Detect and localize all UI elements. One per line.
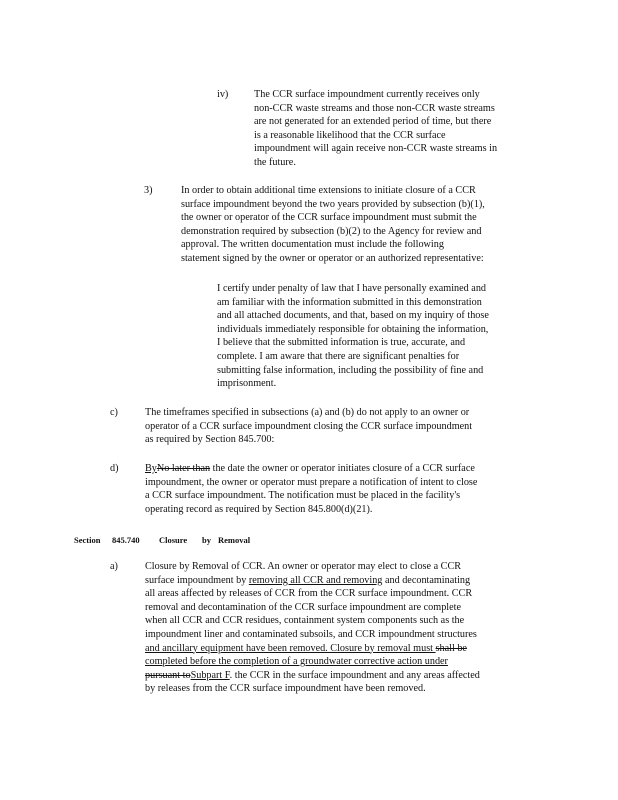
inserted-text-line: completed before the completion of a groundwater corrective action under [145,656,448,668]
text-line: impoundment, the owner or operator must prepare a notification of intent to close [145,476,478,488]
text-line: demonstration required by subsection (b)(2) to the Agency for review and [181,225,482,237]
text-line: operating record as required by Section 845.800(d)(21). [145,503,373,515]
text-line: non-CCR waste streams and those non-CCR waste streams [254,102,495,114]
text-line: I believe that the submitted information is true, accurate, and [217,337,466,349]
list-marker-c: c) [110,407,118,418]
text-line: individuals immediately responsible for obtaining the information, [217,323,489,335]
item-d-text [145,462,537,516]
text-line: impoundment liner and contaminated subsoils, and CCR impoundment structures [145,628,477,640]
text-line: Closure by Removal of CCR. An owner or operator may elect to close a CCR [145,561,462,572]
text-line: all areas affected by releases of CCR from the CCR surface impoundment. CCR [145,588,473,600]
text-run: . the CCR in the surface impoundment and any areas affected [229,669,480,681]
text-line: The CCR surface impoundment currently receives only [254,89,480,100]
text-line: operator of a CCR surface impoundment closing the CCR surface impoundment [145,420,473,432]
inserted-text: removing all CCR and removing [248,574,383,586]
text-line [145,642,537,656]
text-line [145,574,537,588]
text-line [145,462,537,476]
text-line: when all CCR and CCR residues, containment system components such as the [145,615,465,627]
text-line: a CCR surface impoundment. The notification must be placed in the facility's [145,490,461,502]
text-line: imprisonment. [217,378,277,390]
text-line: surface impoundment beyond the two years provided by subsection (b)(1), [181,198,485,210]
deleted-text: shall be [435,642,467,654]
text-line: the owner or operator of the CCR surface impoundment must submit the [181,212,477,224]
text-line: approval. The written documentation must include the following [181,239,444,251]
section-number: 845.740 [112,535,140,545]
text-run: and decontaminating [382,574,471,586]
section-label: Section [74,535,101,545]
text-line: complete. I am aware that there are significant penalties for [217,350,460,362]
text-line: impoundment will again receive non-CCR waste streams in [254,143,498,155]
section-title-word: by [202,535,211,545]
list-marker-iv: iv) [217,89,229,100]
text-line: as required by Section 845.700: [145,434,275,446]
deleted-text: pursuant to [145,669,191,681]
text-line: In order to obtain additional time extensions to initiate closure of a CCR [181,185,476,196]
item-c-text [145,406,535,447]
text-line: the future. [254,156,296,168]
text-line: I certify under penalty of law that I have personally examined and [217,283,487,294]
list-marker-3: 3) [144,185,153,196]
text-line: am familiar with the information submitted in this demonstration [217,296,482,308]
list-marker-d: d) [110,463,119,474]
text-line: and all attached documents, and that, based on my inquiry of those [217,310,489,322]
text-line: The timeframes specified in subsections (a) and (b) do not apply to an owner or [145,407,470,418]
inserted-text: Subpart F [190,669,230,681]
text-line: statement signed by the owner or operator or an authorized representative: [181,252,484,264]
text-run: the date the owner or operator initiates closure of a CCR surface [210,463,475,474]
deleted-text: No later than [156,463,211,474]
inserted-text: By [145,463,157,474]
text-line: are not generated for an extended period of time, but there [254,116,492,128]
text-line: submitting false information, including the possibility of fine and [217,364,484,376]
certification-statement [217,282,537,391]
text-line: by releases from the CCR surface impoundment have been removed. [145,683,426,695]
list-marker-a: a) [110,561,118,572]
section-title-word: Closure [159,535,188,545]
text-run: surface impoundment by [145,574,249,586]
section-title-word: Removal [218,535,251,545]
item-iv-text [254,88,546,170]
text-line: is a reasonable likelihood that the CCR surface [254,129,446,141]
text-line: removal and decontamination of the CCR surface impoundment are complete [145,601,461,613]
inserted-text: and ancillary equipment have been removed. Closure by removal must [145,642,436,654]
text-line [145,669,537,683]
item-a-text [145,560,537,696]
item-3-text [181,184,541,266]
